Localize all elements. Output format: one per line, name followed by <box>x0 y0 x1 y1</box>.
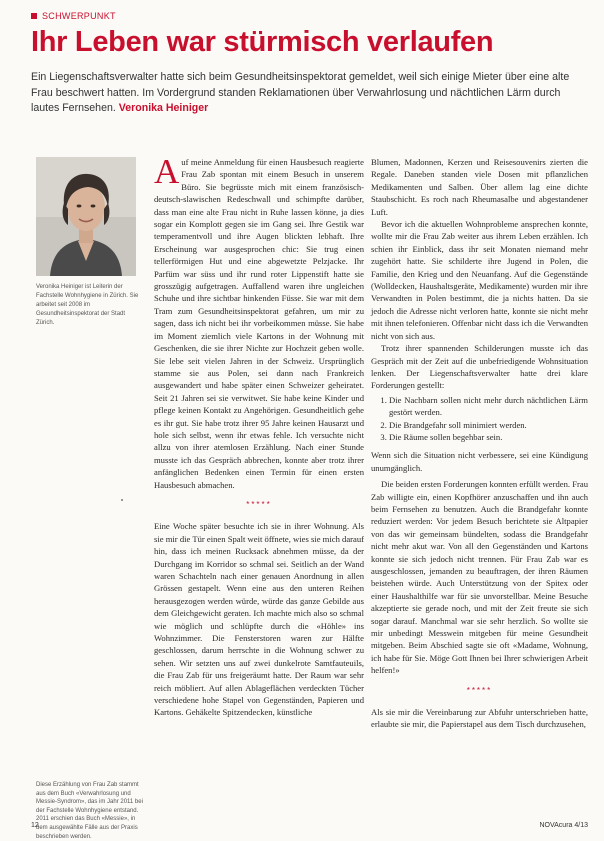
paragraph-text: uf meine Anmeldung für einen Hausbesuch reagierte Frau Zab spontan mit einem Besuch in unserem Büro. Sie begrüsste mich mit einem französisch-deutsch-slawischen Redeschwall und schimpfte darüber, dass man eine alte Frau nicht in Ruhe lassen könne, ja dies sogar ein Komplott gegen sie im Gang sei. Ihre Gestik war temperamentvoll und ihre Augen blickten lebhaft. Ihre Erscheinung war ausgesprochen chic: Sie trug einen tellerförmigen Hut und eine abgewetzte Pelzjacke. Ihr Parfüm war süss und ihr rund roter Lippenstift hatte sie grosszügig aufgetragen. Auffallend waren ihre ungleichen Schuhe und ihre sichtbar hinkenden Füsse. Sie war mit dem Tram zum Gesundheitsinspektorat gefahren, um mir zu sagen, dass ich nicht bei ihr vorbeikommen müsse. Sie habe im Moment ziemlich viele Kartons in der Wohnung mit Geschenken, die sie ihrer Nichte zur Hochzeit geben wolle. Sie lebe seit vielen Jahren in der Schweiz. Ursprünglich stamme sie aus Polen, sei dann nach Frankreich ausgewandert und habe später einen Schweizer geheiratet. Seit 21 Jahren sei sie verwitwet. Sie habe keine Kinder und pflege keinen Kontakt zu Angehörigen. Gesundheitlich gehe es ihr gut. Sie habe trotz ihrer 95 Jahre keinen Hausarzt und hole sich selbst, wenn ihr etwas fehle. Ich versuchte nicht allzu von ihrer atemlosen Erzählung. Nach einer Stunde musste ich das Gespräch abbrechen, konnte aber trotz ihrer anfänglichen Bedenken einen Termin für einen ersten Hausbesuch abmachen. <box>154 157 364 490</box>
article-column-1 <box>154 152 364 719</box>
paragraph: Als sie mir die Vereinbarung zur Abfuhr unterschrieben hatte, erlaubte sie mir, die Papierstapel aus dem Tisch durchzusehen, <box>371 707 588 730</box>
paragraph: Wenn sich die Situation nicht verbessere, sei eine Kündigung unumgänglich. <box>371 450 588 473</box>
footnote: Diese Erzählung von Frau Zab stammt aus dem Buch «Verwahrlosung und Messie-Syndrom», das im Jahr 2011 bei der Fachstelle Wohnhygiene entstand. 2011 erschien das Buch «Messie», in dem ausgewählte Fälle aus der Praxis beschrieben werden. <box>36 782 143 840</box>
paragraph: Trotz ihrer spannenden Schilderungen musste ich das Gespräch mit der Zeit auf die unbefriedigende Wohnsituation lenken. Der Liegenschaftsverwalter hatte drei klare Forderungen gestellt: <box>371 343 588 391</box>
paragraph: Blumen, Madonnen, Kerzen und Reisesouvenirs zierten die Regale. Daneben standen viele Dosen mit pflanzlichen Medikamenten und Salben. Über allem lag eine dichte Staubschicht. Es roch nach Rheumasalbe und abgestandener Luft. <box>371 157 588 217</box>
section-divider-stars: ***** <box>466 685 493 695</box>
section-label-text: SCHWERPUNKT <box>42 11 116 21</box>
section-divider-stars: ***** <box>246 499 272 509</box>
page-number: 12 <box>31 822 39 829</box>
author-photo <box>36 157 136 276</box>
lead-text: Ein Liegenschaftsverwalter hatte sich beim Gesundheitsinspektorat gemeldet, weil sich einige Mieter über eine alte Frau beschwert hatten. Im Vordergrund standen Reklamationen über Verwahrlosung und nächtlichen Lärm durch lautes Fernsehen. <box>31 71 570 114</box>
photo-caption: Veronika Heiniger ist Leiterin der Fachstelle Wohnhygiene in Zürich. Sie arbeitet seit 2008 im Gesundheitsinspektorat der Stadt Zürich. <box>36 284 139 326</box>
list-item: 2. Die Brandgefahr soll minimiert werden. <box>389 419 588 431</box>
paragraph: Bevor ich die aktuellen Wohnprobleme ansprechen konnte, wollte mir die Frau Zab weiter aus ihrem Leben erzählen. Ich schien ihr Einblick, dass ihr seit Monaten niemand mehr zugehört hatte. Sie schilderte ihre Jugend in Polen, die Familie, den Krieg und den Neuanfang. Auf die Gegenstände (Wolldecken, Haushaltsgeräte, Medikamente) wurden mir ihre Verwandten in Polen bestimmt, die ja nichts hatten. Da sie jedoch die Adresse nicht verloren hatte, konnte sie nicht mehr mit ihnen telefonieren. Offenbar nicht dass ich die Verwandten nicht von sich aus. <box>371 219 588 341</box>
portrait-image <box>36 157 136 276</box>
section-square-icon <box>31 13 37 19</box>
section-label <box>31 11 116 21</box>
article-title: Ihr Leben war stürmisch verlaufen <box>31 26 494 58</box>
list-item: 3. Die Räume sollen begehbar sein. <box>389 431 588 443</box>
article-column-2 <box>371 156 588 731</box>
magazine-issue: NOVAcura 4/13 <box>539 822 588 829</box>
drop-cap: A <box>154 152 180 191</box>
author-name: Veronika Heiniger <box>118 102 209 114</box>
paragraph: Die beiden ersten Forderungen konnten erfüllt werden. Frau Zab willigte ein, einen Kopfhörer anzuschaffen und ihn auch beim Fernsehen zu benutzen. Auch die Brandgefahr konnte reduziert werden: Vor jedem Besuch berichtete sie Altpapier von das wir gemeinsam bündelten, sodass die Brandgefahr nicht mehr akut war. Von all den Gegenständen und Kartons konnte sie sich jedoch nicht trennen. Für Frau Zab war es ausgeschlossen, jemanden zu beauftragen, der ihren Räumen beistehen würde. Auch Unterstützung von der Spitex oder einer Haushalthilfe war für sie unvorstellbar. Meine Besuche akzeptierte sie gerade noch, und mit der Zeit freute sie sich sogar darauf. Manchmal war sie sehr herzlich. So wollte sie mir unbedingt Messwein mitgeben für meine Gesundheit mitgeben. Beim Abschied sagte sie oft «Madame, Wohnung, ich habe für Sie. Möge Gott Ihnen bei Ihrer schwierigen Arbeit helfen!» <box>371 479 588 676</box>
margin-mark <box>121 499 123 501</box>
list-item: 1. Die Nachbarn sollen nicht mehr durch nächtlichen Lärm gestört werden. <box>389 394 588 419</box>
paragraph <box>154 152 364 491</box>
article-lead <box>31 70 587 117</box>
demands-list <box>371 394 588 444</box>
paragraph: Eine Woche später besuchte ich sie in ihrer Wohnung. Als sie mir die Tür einen Spalt weit öffnete, wies sie mich darauf hin, dass ich meinen Rucksack abnehmen müsse, da der Durchgang im Korridor so schmal sei. Seitlich an der Wand waren Schachteln nach einer genauen Anordnung in allen Grössen gestapelt. Wenn eine aus den unteren Reihen herausgezogen werden würde, würde das ganze Gebilde aus dem Gleichgewicht geraten. Ich machte mich also so schmal wie möglich und schlüpfte durch die «Höhle» ins Wohnzimmer. Die Fensterstoren waren zur Hälfte geschlossen, darum herrschte in die Wohnung schwer zu sehen. Wir setzten uns auf zwei dunkelrote Samtfauteuils, die Frau Zab für uns freigeräumt hatte. Der Raum war sehr reich möbliert. Auf allen Ablageflächen verdeckten Tücher verschiedene hohe Stapel von Gegenständen, Papieren und Kartons. Gehäkelte Spitzendecken, künstliche <box>154 521 364 718</box>
